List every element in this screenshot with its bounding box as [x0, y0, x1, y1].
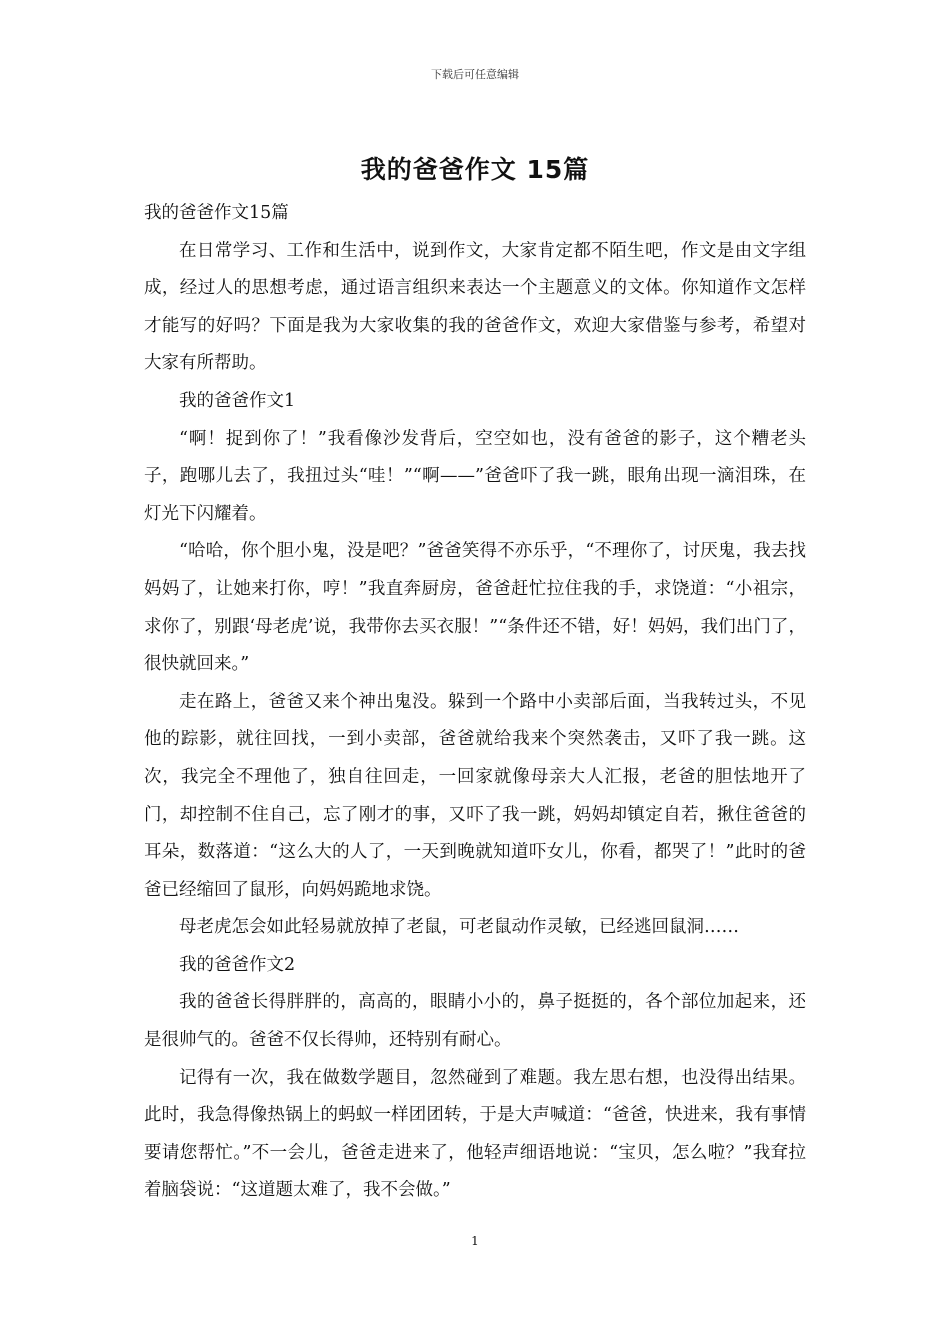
body-paragraph: 母老虎怎会如此轻易就放掉了老鼠，可老鼠动作灵敏，已经逃回鼠洞…… — [179, 917, 739, 938]
page-number: 1 — [471, 1234, 479, 1248]
body-paragraph: 走在路上，爸爸又来个神出鬼没。躲到一个路中小卖部后面，当我转过头，不见他的踪影，就往回找，一到小卖部，爸爸就给我来个突然袭击，又吓了我一跳。这次，我完全不理他了，独自往回走，一回家就像母亲大人汇报，老爸的胆怯地开了门，却控制不住自己，忘了刚才的事，又吓了我一跳，妈妈却镇定自若，揪住爸爸的耳朵，数落道：“这么大的人了，一天到晚就知道吓女儿，你看，都哭了！”此时的爸爸已经缩回了鼠形，向妈妈跪地求饶。 — [144, 691, 806, 900]
body-paragraph: “啊！捉到你了！”我看像沙发背后，空空如也，没有爸爸的影子，这个糟老头子，跑哪儿去了，我扭过头“哇！”“啊——”爸爸吓了我一跳，眼角出现一滴泪珠，在灯光下闪耀着。 — [144, 428, 806, 524]
section-heading-1: 我的爸爸作文1 — [179, 390, 296, 411]
section-heading-2: 我的爸爸作文2 — [179, 954, 296, 975]
body-paragraph: 记得有一次，我在做数学题目，忽然碰到了难题。我左思右想，也没得出结果。此时，我急得像热锅上的蚂蚁一样团团转，于是大声喊道：“爸爸，快进来，我有事情要请您帮忙。”不一会儿，爸爸走进来了，他轻声细语地说：“宝贝，怎么啦？”我耷拉着脑袋说：“这道题太难了，我不会做。” — [144, 1067, 806, 1201]
body-paragraph: “哈哈，你个胆小鬼，没是吧？”爸爸笑得不亦乐乎，“不理你了，讨厌鬼，我去找妈妈了，让她来打你，哼！”我直奔厨房，爸爸赶忙拉住我的手，求饶道：“小祖宗，求你了，别跟‘母老虎’说，我带你去买衣服！”“条件还不错，好！妈妈，我们出门了，很快就回来。” — [144, 541, 806, 675]
intro-paragraph: 在日常学习、工作和生活中，说到作文，大家肯定都不陌生吧，作文是由文字组成，经过人的思想考虑，通过语言组织来表达一个主题意义的文体。你知道作文怎样才能写的好吗？下面是我为大家收集的我的爸爸作文，欢迎大家借鉴与参考，希望对大家有所帮助。 — [144, 240, 806, 374]
document-title: 我的爸爸作文 15篇 — [360, 155, 590, 184]
subtitle-paragraph: 我的爸爸作文15篇 — [144, 203, 289, 223]
document-body — [144, 195, 806, 1210]
page-header-note: 下载后可任意编辑 — [431, 68, 519, 81]
body-paragraph: 我的爸爸长得胖胖的，高高的，眼睛小小的，鼻子挺挺的，各个部位加起来，还是很帅气的。爸爸不仅长得帅，还特别有耐心。 — [144, 992, 806, 1051]
